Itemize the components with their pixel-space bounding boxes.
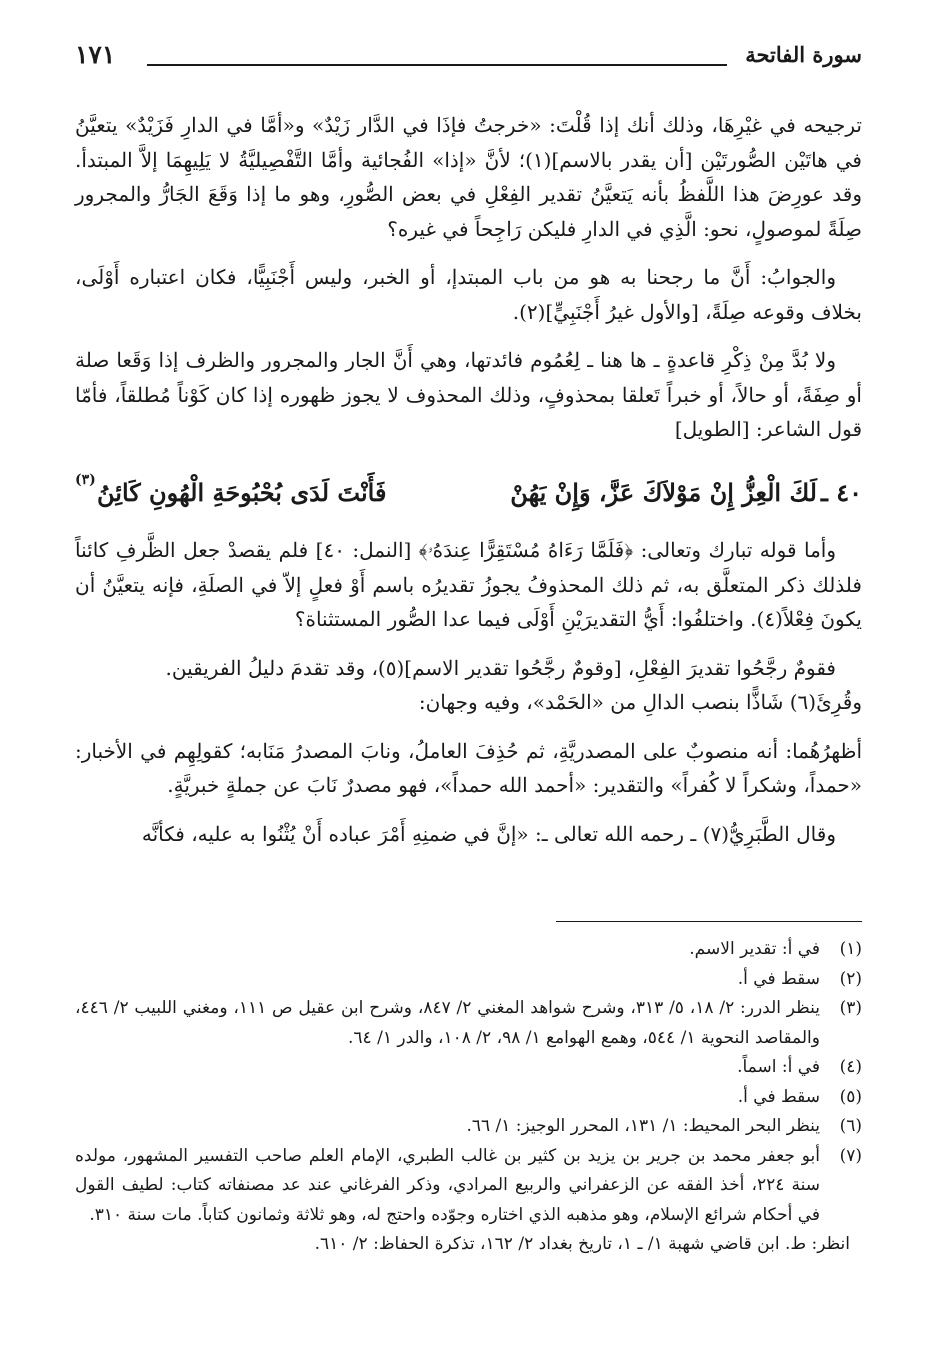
page-header bbox=[75, 40, 862, 74]
footnote-number: (٦) bbox=[839, 1116, 862, 1136]
paragraph: ولا بُدَّ مِنْ ذِكْرِ قاعدةٍ ـ ها هنا ـ لِعُمُوم فائدتها، وهي أَنَّ الجار والمجرور والظرف إذا وَقَعا صلة أو صِفَةً، أو حالاً، أو خبراً تَعلقا بمحذوفٍ، وذلك المحذوف لا يجوز ظهوره إذا كان كَوْناً مُطلقاً، فأمّا قول الشاعر: [الطويل] bbox=[75, 348, 862, 441]
paragraph: وأما قوله تبارك وتعالى: ﴿فَلَمَّا رَءَاهُ مُسْتَقِرًّا عِندَهُۥ﴾ [النمل: ٤٠] فلم يقصدْ جعل الظَّرفِ كائناً فلذلك ذكر المتعلَّق به، ثم ذلك المحذوفُ يجوزُ تقديرُه باسم أَوْ فعلٍ إلاّ في الصلَةِ، فإنه يتعيَّنُ أن يكونَ فِعْلاً(٤). واختلفُوا: أَيُّ التقديرَيْنِ أَوْلَى فيما عدا الصُّور المستثناة؟ bbox=[75, 538, 862, 631]
footnote-text: ينظر البحر المحيط: ١/ ١٣١، المحرر الوجيز: ١/ ٦٦. bbox=[466, 1116, 820, 1136]
footnote-number: (١) bbox=[839, 939, 862, 959]
footnote-reference bbox=[75, 1230, 862, 1260]
verse-footnote-mark: (٣) bbox=[75, 472, 96, 488]
main-text-bottom bbox=[75, 533, 862, 865]
footnote-number: (٧) bbox=[839, 1145, 862, 1166]
paragraph: والجوابُ: أَنَّ ما رجحنا به هو من باب المبتدإ، أو الخبر، وليس أَجْنَبِيًّا، فكان اعتباره أَوْلَى، بخلاف وقوعه صِلَةً، [والأول غيرُ أَجْنَبِيٍّ](٢). bbox=[75, 265, 862, 324]
footnote bbox=[75, 935, 862, 965]
paragraph: وقُرِئَ(٦) شَاذًّا بنصب الدالِ من «الحَمْد»، وفيه وجهان: bbox=[418, 690, 862, 714]
header-rule bbox=[147, 64, 727, 66]
footnote bbox=[75, 965, 862, 995]
verse-hemistich-first: لَكَ الْعِزُّ إِنْ مَوْلاَكَ عَزَّ، وَإِنْ يَهُنْ bbox=[510, 478, 817, 507]
footnote-text: في أ: اسماً. bbox=[737, 1057, 820, 1077]
footnote bbox=[75, 1053, 862, 1083]
paragraph: فقومٌ رجَّحُوا تقديرَ الفِعْلِ، [وقومٌ رجَّحُوا تقدير الاسم](٥)، وقد تقدمَ دليلُ الفريقين. bbox=[165, 655, 836, 680]
running-title: سورة الفاتحة bbox=[745, 42, 862, 67]
footnote bbox=[75, 994, 862, 1053]
footnote-number: (٥) bbox=[839, 1086, 862, 1107]
footnote bbox=[75, 1112, 862, 1142]
footnote-text: ينظر الدرر: ٢/ ١٨، ٥/ ٣١٣، وشرح شواهد المغني ٢/ ٨٤٧، وشرح ابن عقيل ص ١١١، ومغني اللبيب ٢/ ٤٤٦، والمقاصد النحوية ١/ ٥٤٤، وهمع الهوامع ١/ ٩٨، ٢/ ١٠٨، والدر ١/ ٦٤. bbox=[75, 998, 820, 1048]
footnote-number: (٣) bbox=[839, 998, 862, 1018]
footnote-number: (٢) bbox=[839, 968, 862, 989]
paragraph: أظهرُهُما: أنه منصوبٌ على المصدريَّةِ، ثم حُذِفَ العاملُ، ونابَ المصدرُ مَنَابه؛ كقولِهِم في الأخبار: «حمداً، وشكراً لا كُفراً» والتقدير: «أحمد الله حمداً»، فهو مصدرٌ نَابَ عن جملةٍ خبريَّةٍ. bbox=[75, 738, 863, 797]
verse-hemistich-second: فَأَنْتَ لَدَى بُحْبُوحَةِ الْهُونِ كَائِنُ bbox=[97, 478, 387, 507]
paragraph: وقال الطَّبَرِيُّ(٧) ـ رحمه الله تعالى ـ: «إنَّ في ضمنِهِ أَمْرَ عباده أَنْ يُثْنُوا به عليه، فكأنَّه bbox=[141, 821, 836, 846]
footnote-separator bbox=[556, 921, 862, 922]
footnote-text: في أ: تقدير الاسم. bbox=[689, 939, 820, 959]
footnote-text: أبو جعفر محمد بن جرير بن يزيد بن كثير بن غالب الطبري، الإمام العلم صاحب التفسير المشهور، مولده سنة ٢٢٤، أخذ الفقه عن الزعفراني والربيع المرادي، وذكر الفرغاني عند عد مصنفاته كتاب: لطيف القول في أحكام شرائع الإسلام، وهو مذهبه الذي اختاره وجوّده واحتج له، وهو ثلاثة وثمانون كتاباً. مات سنة ٣١٠. bbox=[75, 1145, 820, 1225]
paragraph: ترجيحه في غيْرِهَا، وذلك أنك إذا قُلْتَ: «خرجتُ فإذَا في الدَّار زَيْدٌ» و«أمَّا في الدارِ فَزَيْدٌ» يتعيَّنُ في هاتَيْن الصُّورتَيْن [أن يقدر بالاسم](١)؛ لأنَّ «إذا» الفُجائية وأمَّا التَّفْصِيليَّةُ لا يَلِيهِمَا إلاَّ المبتدأ. وقد عورِضَ هذا اللَّفظُ بأنه يَتعيَّنُ تقدير الفِعْلِ في بعض الصُّورِ، وهو ما إذا وَقَعَ الجَارُّ والمجرور صِلَةً لموصولٍ، نحو: الَّذِي في الدارِ فليكن رَاجِحاً في غيره؟ bbox=[75, 113, 862, 241]
footnote bbox=[75, 1083, 862, 1113]
main-text-top bbox=[75, 108, 862, 461]
footnote-text: سقط في أ. bbox=[737, 968, 820, 989]
page-number: ١٧١ bbox=[75, 40, 116, 69]
footnote-number: (٤) bbox=[839, 1057, 862, 1077]
footnote bbox=[75, 1142, 862, 1231]
verse-number: ٤٠ ـ bbox=[820, 478, 862, 507]
footnote-text: انظر: ط. ابن قاضي شهبة ١/ ـ ١، تاريخ بغداد ٢/ ١٦٢، تذكرة الحفاظ: ٢/ ٦١٠. bbox=[314, 1234, 850, 1254]
footnote-text: سقط في أ. bbox=[737, 1086, 820, 1107]
poetry-verse bbox=[75, 472, 862, 518]
footnotes bbox=[75, 935, 862, 1260]
